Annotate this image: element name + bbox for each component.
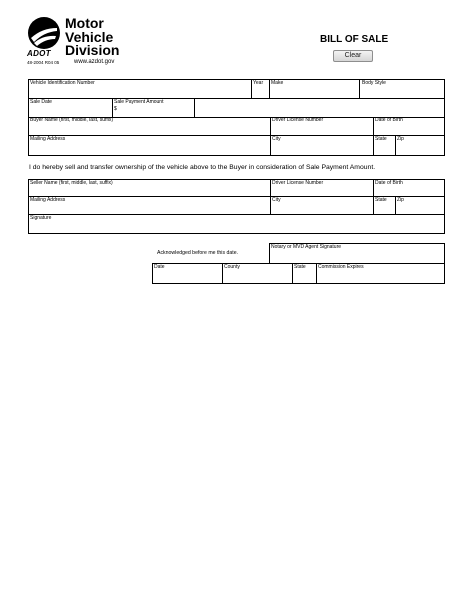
seller-signature-field[interactable]	[29, 215, 444, 233]
commission-expires-label: Commission Expires	[318, 264, 364, 270]
buyer-name-label: Buyer Name (first, middle, last, suffix)	[30, 117, 113, 123]
buyer-dob-label: Date of Birth	[375, 117, 403, 123]
seller-city-label: City	[272, 197, 281, 203]
page-title: BILL OF SALE	[320, 34, 389, 45]
transfer-statement: I do hereby sell and transfer ownership of the vehicle above to the Buyer in consideration of Sale Payment Amount.	[29, 164, 376, 171]
seller-signature-label: Signature	[30, 215, 52, 221]
adot-logo-icon	[27, 16, 61, 50]
buyer-license-label: Driver License Number	[272, 117, 324, 123]
currency-symbol: $	[114, 106, 117, 112]
buyer-state-label: State	[375, 136, 387, 142]
notary-county-label: County	[224, 264, 240, 270]
buyer-zip-label: Zip	[397, 136, 404, 142]
notary-signature-label: Notary or MVD Agent Signature	[271, 244, 342, 250]
seller-name-label: Seller Name (first, middle, last, suffix)	[30, 180, 113, 186]
form-number: 48-2004 R04 05	[27, 60, 60, 65]
sale-amount-label: Sale Payment Amount	[114, 99, 164, 105]
notary-state-label: State	[294, 264, 306, 270]
buyer-city-field[interactable]	[271, 136, 373, 155]
clear-button[interactable]: Clear	[333, 50, 373, 62]
acknowledgement-text: Acknowledged before me this date.	[157, 250, 239, 256]
sale-date-label: Sale Date	[30, 99, 52, 105]
adot-logo-text: ADOT	[27, 49, 51, 58]
make-field[interactable]	[270, 80, 359, 98]
buyer-address-label: Mailing Address	[30, 136, 66, 142]
notary-date-label: Date	[154, 264, 165, 270]
seller-license-label: Driver License Number	[272, 180, 324, 186]
buyer-city-label: City	[272, 136, 281, 142]
division-name: Motor Vehicle Division	[65, 15, 120, 58]
year-label: Year	[253, 80, 264, 86]
seller-city-field[interactable]	[271, 197, 373, 214]
vin-label: Vehicle Identification Number	[30, 80, 95, 86]
seller-state-label: State	[375, 197, 387, 203]
seller-dob-label: Date of Birth	[375, 180, 403, 186]
make-label: Make	[271, 80, 284, 86]
website-link[interactable]: www.azdot.gov	[74, 59, 115, 65]
seller-zip-label: Zip	[397, 197, 404, 203]
seller-address-label: Mailing Address	[30, 197, 66, 203]
body-style-label: Body Style	[362, 80, 386, 86]
